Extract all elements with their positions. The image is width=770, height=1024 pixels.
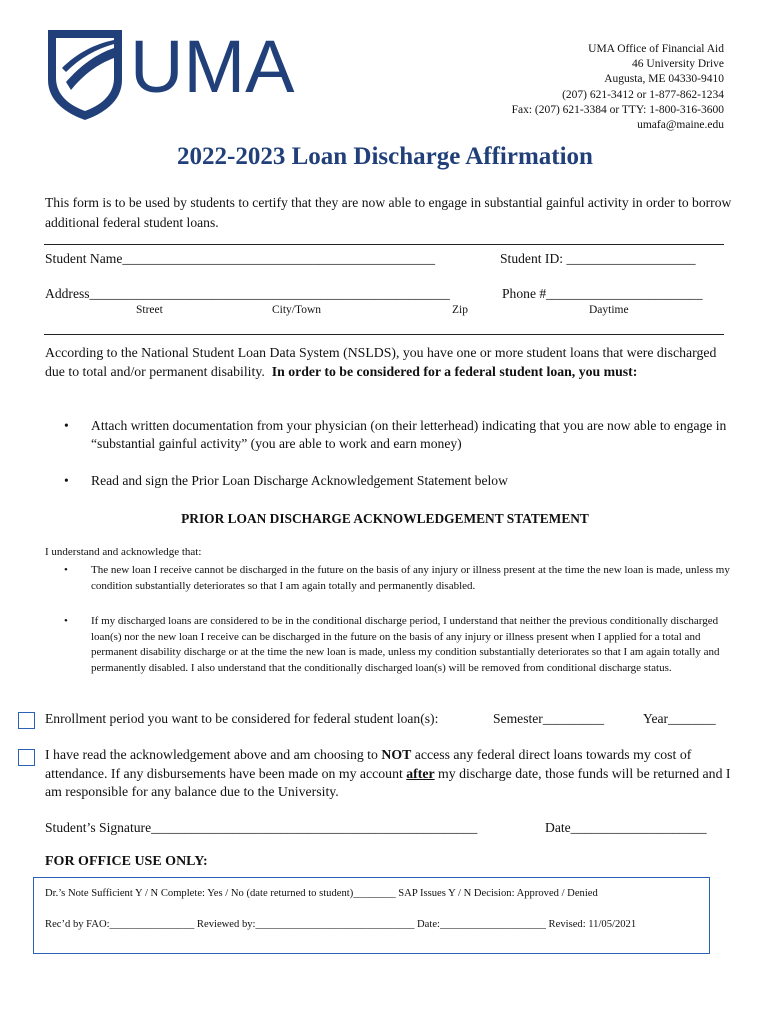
email-link[interactable]: umafa@maine.edu — [637, 119, 724, 132]
decline-text: my discharge date, those funds will be returned and I am responsible for any balance due to the University. — [45, 765, 731, 799]
divider — [44, 244, 724, 245]
page-title: 2022-2023 Loan Discharge Affirmation — [177, 143, 593, 170]
address-field[interactable]: Address_____________________________________________________ — [45, 286, 450, 301]
year-field[interactable]: Year_______ — [643, 711, 716, 726]
student-id-field[interactable]: Student ID: ___________________ — [500, 251, 696, 266]
semester-field[interactable]: Semester_________ — [493, 711, 605, 726]
enrollment-checkbox[interactable] — [18, 712, 35, 729]
office-heading: FOR OFFICE USE ONLY: — [45, 854, 208, 869]
requirement-text: Attach written documentation from your physician (on their letterhead) indicating that you are now able to engage in “substantial gainful activity” (you are able to work and earn money) — [91, 418, 727, 451]
zip-caption: Zip — [452, 304, 468, 316]
office-line-2: Rec’d by FAO:________________ Reviewed by:______________________________ Date:____________________ Revised: 11/05/2021 — [45, 919, 637, 930]
fax-tty: Fax: (207) 621-3384 or TTY: 1-800-316-3600 — [511, 103, 724, 116]
nslds-bold: In order to be considered for a federal student loan, you must: — [271, 363, 638, 379]
nslds-text: According to the National Student Loan Data System (NSLDS), you have one or more student loans that were discharged due to total and/or permanent disability. — [45, 345, 717, 379]
ack-lead: I understand and acknowledge that: — [45, 546, 202, 558]
decline-not: NOT — [381, 747, 412, 762]
city-caption: City/Town — [272, 304, 322, 316]
list-item — [64, 614, 734, 676]
svg-text:UMA: UMA — [130, 25, 295, 108]
daytime-caption: Daytime — [589, 304, 629, 316]
decline-text: I have read the acknowledgement above and am choosing to — [45, 747, 382, 762]
phone-numbers: (207) 621-3412 or 1-877-862-1234 — [562, 88, 724, 101]
street-address: 46 University Drive — [632, 58, 724, 71]
decline-paragraph — [45, 746, 735, 802]
signature-date-field[interactable]: Date____________________ — [545, 820, 707, 835]
student-name-field[interactable]: Student Name______________________________________________ — [45, 251, 436, 266]
office-name: UMA Office of Financial Aid — [588, 43, 724, 55]
list-item — [64, 417, 734, 453]
requirement-text: Read and sign the Prior Loan Discharge Acknowledgement Statement below — [91, 473, 508, 488]
street-caption: Street — [136, 304, 163, 316]
office-box — [33, 877, 710, 954]
nslds-paragraph — [45, 344, 735, 381]
decline-checkbox[interactable] — [18, 749, 35, 766]
divider — [44, 334, 724, 335]
signature-field[interactable]: Student’s Signature________________________________________________ — [45, 820, 478, 835]
ack-title: PRIOR LOAN DISCHARGE ACKNOWLEDGEMENT STATEMENT — [181, 511, 589, 526]
decline-after: after — [406, 765, 435, 781]
list-item — [64, 563, 734, 594]
bullet-icon: • — [64, 615, 68, 627]
uma-logo — [44, 22, 304, 122]
decline-text: access any federal direct loans towards my cost of attendance. If any disbursements have been made on my account — [45, 747, 692, 781]
enrollment-label: Enrollment period you want to be considered for federal student loan(s): — [45, 711, 439, 726]
office-line-1: Dr.’s Note Sufficient Y / N Complete: Yes / No (date returned to student)________ SAP Issues Y / N Decision: Approved / Denied — [45, 888, 598, 899]
ack-item-text: If my discharged loans are considered to be in the conditional discharge period, I understand that neither the previous conditionally discharged loan(s) nor the new loan I receive can be discharged in the future on the basis of any injury or illness present when I applied for a total and permanent disability discharge or at the time the new loan is made, unless my condition substantially deteriorates so that I am again totally and permanently disabled. I also understand that the conditionally discharged loan(s) will be removed from conditional discharge status. — [91, 615, 720, 674]
bullet-icon: • — [64, 418, 69, 433]
intro-text: This form is to be used by students to certify that they are now able to engage in substantial gainful activity in order to borrow additional federal student loans. — [45, 195, 732, 230]
list-item — [64, 472, 734, 490]
contact-block — [512, 42, 724, 133]
bullet-icon: • — [64, 564, 68, 576]
phone-field[interactable]: Phone #_______________________ — [502, 286, 703, 301]
ack-item-text: The new loan I receive cannot be discharged in the future on the basis of any injury or illness present at the time the new loan is made, unless my condition substantially deteriorates so that I am again totally and permanently disabled. — [91, 564, 730, 592]
city-state-zip: Augusta, ME 04330-9410 — [604, 73, 724, 86]
bullet-icon: • — [64, 473, 69, 488]
shield-icon — [44, 22, 304, 122]
